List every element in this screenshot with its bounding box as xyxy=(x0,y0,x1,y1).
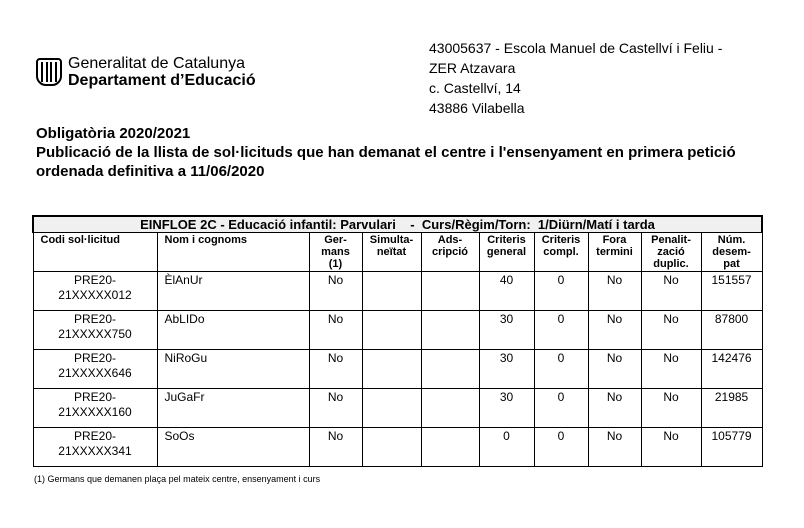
table-cell: No xyxy=(309,389,362,428)
table-cell: No xyxy=(641,272,701,311)
column-header: Fora termini xyxy=(588,233,641,272)
seal-icon xyxy=(36,58,62,86)
table-cell: 0 xyxy=(479,428,534,467)
column-header: Ger- mans (1) xyxy=(309,233,362,272)
address-line: ZER Atzavara xyxy=(429,60,516,76)
table-cell: PRE20- 21XXXXX012 xyxy=(33,272,157,311)
table-cell xyxy=(421,389,479,428)
table-cell xyxy=(362,389,421,428)
table-cell: No xyxy=(641,350,701,389)
table-row xyxy=(33,311,762,350)
table-row xyxy=(33,350,762,389)
column-header: Simulta- neïtat xyxy=(362,233,421,272)
table-cell: 105779 xyxy=(701,428,762,467)
table-cell: 0 xyxy=(534,389,588,428)
column-header: Criteris general xyxy=(479,233,534,272)
table-cell: 0 xyxy=(534,272,588,311)
table-cell: NiRoGu xyxy=(157,350,309,389)
address-line: 43886 Vilabella xyxy=(429,100,525,116)
column-header: Nom i cognoms xyxy=(157,233,309,272)
document-title xyxy=(36,124,776,181)
table-cell xyxy=(362,428,421,467)
table-cell: No xyxy=(641,428,701,467)
table-cell: 0 xyxy=(534,350,588,389)
title-year: Obligatòria 2020/2021 xyxy=(36,125,191,142)
table-cell: No xyxy=(641,389,701,428)
column-header: Núm. desem- pat xyxy=(701,233,762,272)
table-cell: 30 xyxy=(479,389,534,428)
table-cell: No xyxy=(588,350,641,389)
table-cell xyxy=(421,311,479,350)
table-cell: 30 xyxy=(479,311,534,350)
table-cell: 151557 xyxy=(701,272,762,311)
column-header: Codi sol·licitud xyxy=(33,233,157,272)
table-row xyxy=(33,272,762,311)
column-header: Criteris compl. xyxy=(534,233,588,272)
table-cell: 0 xyxy=(534,311,588,350)
generalitat-logo xyxy=(36,55,256,89)
table-cell: AbLIDo xyxy=(157,311,309,350)
table-cell: PRE20- 21XXXXX160 xyxy=(33,389,157,428)
table-cell: No xyxy=(309,272,362,311)
table-cell: No xyxy=(588,428,641,467)
table-cell: No xyxy=(588,272,641,311)
table-cell xyxy=(362,311,421,350)
table-cell xyxy=(421,428,479,467)
table-cell xyxy=(421,350,479,389)
table-cell: PRE20- 21XXXXX750 xyxy=(33,311,157,350)
table-cell: SoOs xyxy=(157,428,309,467)
table-cell: PRE20- 21XXXXX646 xyxy=(33,350,157,389)
title-description: Publicació de la llista de sol·licituds que han demanat el centre i l'ensenyament en primera petició ordenada definitiva a 11/06/2020 xyxy=(36,144,736,180)
table-cell: No xyxy=(641,311,701,350)
footnote: (1) Germans que demanen plaça pel mateix centre, ensenyament i curs xyxy=(34,474,321,484)
table-cell: 30 xyxy=(479,350,534,389)
table-cell: 142476 xyxy=(701,350,762,389)
address-line: 43005637 - Escola Manuel de Castellví i Feliu - xyxy=(429,40,723,56)
table-cell: No xyxy=(309,350,362,389)
org-name: Generalitat de Catalunya xyxy=(68,55,245,72)
table-cell: No xyxy=(309,311,362,350)
table-cell: PRE20- 21XXXXX341 xyxy=(33,428,157,467)
table-row xyxy=(33,428,762,467)
table-cell: JuGaFr xyxy=(157,389,309,428)
table-cell xyxy=(362,272,421,311)
applications-table xyxy=(32,215,763,467)
table-cell: No xyxy=(588,389,641,428)
column-header: Ads- cripció xyxy=(421,233,479,272)
department-name: Departament d’Educació xyxy=(68,72,256,89)
table-cell xyxy=(362,350,421,389)
table-cell: No xyxy=(588,311,641,350)
table-row xyxy=(33,389,762,428)
table-cell: 0 xyxy=(534,428,588,467)
table-cell xyxy=(421,272,479,311)
table-cell: 21985 xyxy=(701,389,762,428)
address-line: c. Castellví, 14 xyxy=(429,80,521,96)
table-cell: 87800 xyxy=(701,311,762,350)
table-cell: No xyxy=(309,428,362,467)
table-cell: 40 xyxy=(479,272,534,311)
table-cell: ÈlAnUr xyxy=(157,272,309,311)
table-caption: EINFLOE 2C - Educació infantil: Parvulari - Curs/Règim/Torn: 1/Diürn/Matí i tarda xyxy=(33,216,762,233)
school-address xyxy=(429,38,722,118)
column-header: Penalit- zació duplic. xyxy=(641,233,701,272)
